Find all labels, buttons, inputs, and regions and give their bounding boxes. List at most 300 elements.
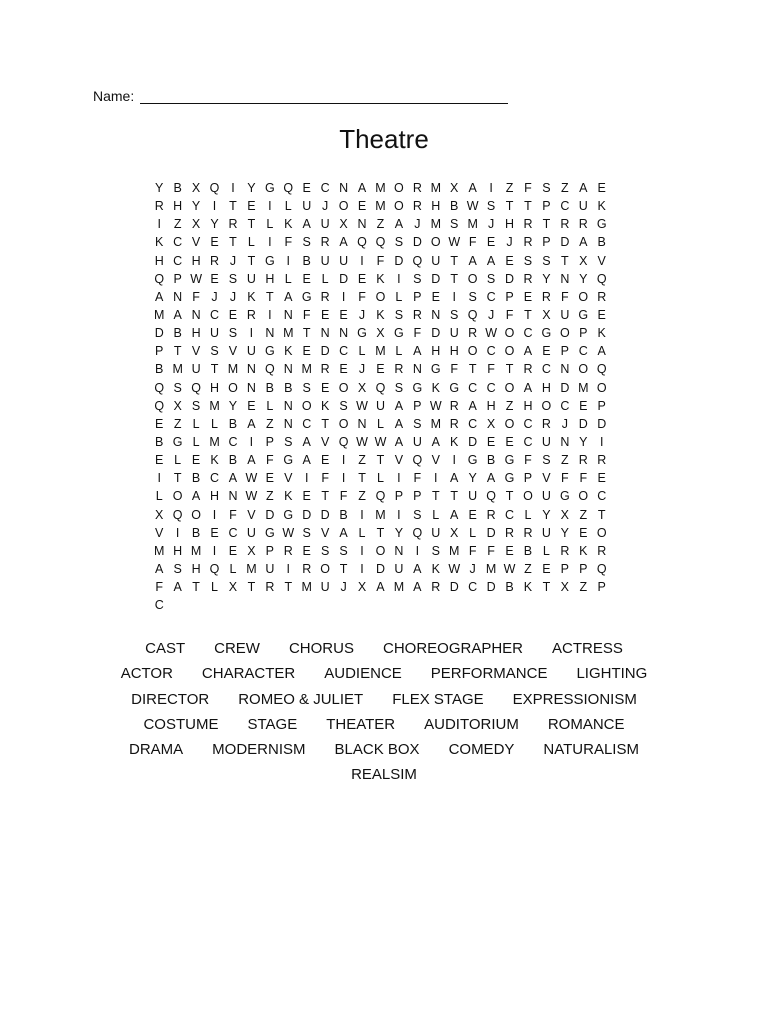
grid-cell: U	[431, 253, 441, 268]
grid-cell: M	[578, 380, 589, 395]
grid-cell: M	[375, 344, 386, 359]
grid-cell: A	[173, 580, 182, 595]
grid-cell: I	[341, 453, 346, 468]
grid-cell: N	[412, 362, 422, 377]
grid-cell: E	[228, 307, 238, 322]
grid-cell: I	[397, 271, 401, 286]
grid-cell: A	[247, 453, 256, 468]
grid-cell: F	[266, 453, 274, 468]
grid-cell: S	[173, 380, 182, 395]
grid-cell: B	[450, 199, 459, 214]
grid-cell: I	[286, 253, 291, 268]
grid-cell: Y	[210, 217, 219, 232]
grid-cell: Q	[375, 380, 386, 395]
grid-cell: M	[301, 362, 312, 377]
grid-cell: U	[375, 398, 385, 413]
grid-cell: O	[301, 398, 312, 413]
grid-cell: E	[542, 561, 551, 576]
grid-cell: F	[487, 543, 495, 558]
grid-cell: X	[155, 507, 164, 522]
grid-cell: R	[523, 362, 533, 377]
grid-cell: T	[302, 326, 311, 341]
grid-cell: P	[265, 434, 275, 449]
grid-cell: H	[210, 380, 220, 395]
grid-cell: F	[302, 307, 311, 322]
grid-cell: A	[394, 434, 404, 449]
grid-cell: Q	[412, 253, 423, 268]
grid-cell: G	[559, 489, 570, 504]
grid-cell: E	[579, 398, 588, 413]
grid-cell: I	[304, 471, 309, 486]
grid-cell: W	[190, 271, 202, 286]
grid-cell: L	[376, 416, 384, 431]
grid-cell: P	[560, 561, 570, 576]
word-row	[106, 661, 662, 686]
grid-cell: S	[394, 307, 404, 322]
grid-cell: C	[560, 199, 570, 214]
grid-cell: R	[246, 307, 256, 322]
grid-cell: C	[597, 489, 607, 504]
grid-cell: J	[229, 253, 237, 268]
grid-cell: U	[412, 434, 422, 449]
grid-cell: V	[431, 453, 440, 468]
grid-cell: S	[228, 271, 238, 286]
grid-cell: A	[247, 416, 256, 431]
grid-cell: S	[394, 235, 404, 250]
grid-cell: C	[210, 307, 220, 322]
grid-cell: X	[450, 525, 459, 540]
grid-cell: F	[339, 489, 348, 504]
grid-cell: M	[375, 507, 386, 522]
grid-cell: R	[320, 235, 330, 250]
grid-cell: F	[505, 307, 514, 322]
grid-cell: Z	[173, 217, 182, 232]
page-title: Theatre	[339, 124, 429, 154]
grid-cell: C	[154, 598, 164, 613]
grid-cell: I	[268, 199, 272, 214]
grid-cell: S	[302, 235, 311, 250]
grid-cell: G	[504, 471, 515, 486]
grid-cell: O	[467, 344, 478, 359]
grid-cell: E	[247, 398, 256, 413]
grid-cell: I	[175, 525, 180, 540]
grid-cell: V	[191, 235, 201, 250]
grid-cell: N	[228, 489, 238, 504]
grid-cell: L	[284, 271, 292, 286]
grid-cell: M	[430, 181, 441, 195]
grid-cell: D	[265, 507, 275, 522]
grid-cell: E	[228, 543, 238, 558]
grid-cell: Z	[524, 561, 532, 576]
grid-cell: M	[430, 416, 441, 431]
word-bank-item: CHARACTER	[201, 665, 296, 683]
grid-cell: H	[449, 344, 459, 359]
word-bank-item: BLACK BOX	[334, 741, 420, 759]
grid-cell: A	[431, 434, 440, 449]
grid-cell: D	[154, 326, 164, 341]
grid-cell: G	[264, 253, 275, 268]
grid-cell: P	[173, 271, 182, 286]
grid-cell: A	[357, 181, 367, 195]
letter-grid	[150, 179, 611, 614]
grid-cell: D	[560, 380, 570, 395]
grid-cell: K	[155, 235, 164, 250]
grid-cell: D	[339, 271, 349, 286]
grid-cell: J	[469, 561, 476, 576]
grid-cell: I	[397, 471, 401, 486]
grid-cell: E	[155, 453, 164, 468]
grid-cell: Z	[266, 416, 274, 431]
grid-cell: M	[301, 580, 312, 595]
grid-cell: M	[190, 543, 202, 558]
grid-cell: E	[468, 507, 477, 522]
grid-cell: Q	[154, 271, 165, 286]
grid-cell: E	[597, 471, 606, 486]
grid-cell: A	[450, 471, 459, 486]
grid-cell: Y	[579, 434, 588, 449]
grid-cell: E	[302, 344, 311, 359]
grid-cell: M	[154, 543, 165, 558]
grid-cell: R	[394, 362, 404, 377]
grid-cell: K	[210, 453, 219, 468]
grid-cell: Y	[560, 525, 570, 540]
grid-cell: Q	[357, 235, 367, 250]
grid-cell: S	[486, 199, 496, 214]
grid-cell: R	[560, 217, 570, 232]
word-bank-item: CAST	[145, 640, 186, 657]
grid-cell: V	[320, 525, 330, 540]
word-bank	[0, 636, 768, 788]
grid-cell: I	[212, 543, 217, 558]
grid-cell: A	[191, 489, 201, 504]
grid-cell: T	[266, 289, 274, 304]
grid-cell: N	[339, 326, 349, 341]
grid-cell: R	[431, 580, 441, 595]
grid-cell: U	[560, 307, 570, 322]
grid-cell: L	[376, 471, 384, 486]
grid-cell: S	[450, 307, 459, 322]
grid-cell: Z	[266, 489, 274, 504]
grid-cell: M	[154, 307, 165, 322]
grid-cell: L	[211, 580, 218, 595]
grid-cell: J	[358, 362, 366, 377]
grid-cell: A	[579, 181, 588, 195]
grid-cell: A	[413, 561, 422, 576]
grid-cell: J	[506, 235, 513, 250]
grid-cell: I	[489, 181, 493, 195]
grid-cell: U	[246, 525, 256, 540]
grid-cell: K	[597, 326, 606, 341]
grid-cell: W	[374, 434, 387, 449]
grid-cell: Z	[561, 453, 569, 468]
word-bank-item: AUDITORIUM	[424, 715, 519, 733]
word-bank-item: ACTOR	[120, 665, 173, 683]
grid-cell: I	[212, 507, 217, 522]
grid-cell: T	[450, 489, 459, 504]
grid-cell: O	[375, 289, 386, 304]
grid-cell: U	[320, 253, 330, 268]
grid-cell: M	[430, 217, 441, 232]
grid-cell: M	[449, 543, 460, 558]
grid-cell: E	[210, 271, 219, 286]
grid-cell: Y	[468, 471, 477, 486]
grid-cell: W	[448, 235, 461, 250]
grid-cell: E	[505, 253, 514, 268]
grid-cell: W	[429, 398, 442, 413]
grid-cell: T	[210, 362, 219, 377]
grid-cell: E	[357, 199, 367, 214]
grid-cell: S	[173, 561, 182, 576]
grid-cell: D	[597, 416, 607, 431]
word-bank-item: ROMEO & JULIET	[238, 690, 364, 708]
word-row	[131, 636, 638, 661]
grid-cell: I	[341, 471, 346, 486]
grid-cell: B	[228, 416, 238, 431]
grid-cell: N	[173, 289, 183, 304]
grid-cell: S	[523, 253, 533, 268]
grid-cell: G	[578, 307, 589, 322]
grid-cell: J	[322, 199, 329, 214]
grid-cell: I	[599, 434, 604, 449]
grid-cell: N	[283, 362, 293, 377]
grid-cell: S	[468, 289, 477, 304]
grid-cell: H	[431, 199, 441, 214]
grid-cell: A	[339, 235, 348, 250]
grid-cell: H	[505, 217, 515, 232]
grid-cell: H	[541, 380, 551, 395]
grid-cell: E	[320, 453, 330, 468]
grid-cell: F	[321, 471, 329, 486]
grid-cell: R	[412, 181, 422, 195]
grid-cell: D	[320, 507, 330, 522]
grid-cell: D	[375, 561, 385, 576]
grid-cell: Z	[579, 507, 588, 522]
grid-cell: S	[542, 181, 551, 195]
grid-cell: T	[247, 217, 256, 232]
grid-cell: B	[302, 253, 311, 268]
grid-cell: B	[597, 235, 606, 250]
grid-cell: T	[229, 235, 237, 250]
grid-cell: R	[320, 289, 330, 304]
grid-cell: A	[173, 307, 182, 322]
grid-cell: P	[542, 199, 551, 214]
grid-cell: Z	[561, 181, 569, 195]
grid-cell: C	[523, 326, 533, 341]
grid-cell: G	[467, 453, 478, 468]
grid-cell: B	[523, 543, 533, 558]
grid-cell: Z	[505, 398, 514, 413]
grid-cell: T	[376, 525, 385, 540]
grid-cell: G	[449, 380, 460, 395]
grid-cell: E	[431, 289, 440, 304]
grid-cell: O	[338, 199, 349, 214]
grid-cell: P	[579, 326, 588, 341]
grid-cell: O	[596, 380, 607, 395]
grid-cell: R	[505, 525, 515, 540]
grid-cell: U	[339, 253, 349, 268]
grid-cell: K	[597, 199, 606, 214]
grid-cell: W	[485, 326, 497, 341]
grid-cell: R	[523, 271, 533, 286]
word-bank-item: DIRECTOR	[131, 690, 210, 708]
grid-cell: C	[302, 416, 312, 431]
grid-cell: O	[375, 543, 386, 558]
grid-cell: P	[413, 489, 422, 504]
grid-cell: R	[523, 525, 533, 540]
grid-cell: O	[504, 326, 515, 341]
word-row	[115, 737, 654, 762]
grid-cell: O	[191, 507, 201, 522]
grid-cell: T	[358, 471, 366, 486]
grid-cell: G	[264, 181, 275, 195]
grid-cell: T	[339, 561, 348, 576]
grid-cell: L	[247, 235, 255, 250]
grid-cell: Y	[394, 525, 404, 540]
grid-cell: D	[486, 525, 496, 540]
grid-cell: N	[246, 380, 256, 395]
grid-cell: B	[505, 580, 514, 595]
grid-cell: N	[357, 416, 367, 431]
grid-cell: K	[284, 344, 293, 359]
grid-cell: E	[486, 235, 496, 250]
grid-cell: B	[173, 181, 182, 195]
grid-cell: T	[524, 199, 532, 214]
grid-cell: Q	[209, 181, 220, 195]
grid-cell: A	[523, 380, 533, 395]
grid-cell: U	[541, 434, 551, 449]
grid-cell: A	[394, 416, 404, 431]
grid-cell: W	[245, 489, 258, 504]
grid-cell: D	[449, 580, 459, 595]
grid-cell: R	[228, 217, 238, 232]
grid-cell: M	[467, 217, 478, 232]
grid-cell: P	[413, 398, 422, 413]
grid-cell: E	[505, 543, 514, 558]
grid-cell: A	[413, 344, 422, 359]
grid-cell: Q	[338, 434, 349, 449]
grid-cell: R	[283, 543, 293, 558]
grid-cell: X	[191, 217, 201, 232]
grid-cell: P	[597, 398, 606, 413]
grid-cell: G	[264, 525, 275, 540]
grid-cell: S	[431, 543, 440, 558]
grid-cell: R	[523, 217, 533, 232]
grid-cell: I	[231, 181, 235, 195]
grid-cell: J	[358, 307, 366, 322]
grid-cell: N	[283, 398, 293, 413]
grid-cell: M	[172, 362, 183, 377]
grid-cell: U	[541, 489, 551, 504]
word-bank-item: CHOREOGRAPHER	[382, 640, 524, 657]
grid-cell: C	[320, 181, 330, 195]
grid-cell: W	[245, 471, 258, 486]
grid-cell: D	[320, 344, 330, 359]
grid-cell: B	[339, 507, 348, 522]
grid-cell: K	[523, 580, 533, 595]
grid-cell: M	[209, 434, 220, 449]
grid-cell: Q	[375, 489, 386, 504]
grid-cell: F	[468, 235, 477, 250]
grid-cell: I	[212, 199, 217, 214]
grid-cell: X	[560, 507, 570, 522]
grid-cell: R	[523, 235, 533, 250]
word-bank-item: MODERNISM	[212, 741, 306, 759]
grid-cell: F	[487, 362, 495, 377]
grid-cell: V	[191, 344, 201, 359]
grid-cell: U	[265, 561, 275, 576]
grid-cell: T	[542, 217, 551, 232]
grid-cell: C	[468, 416, 478, 431]
grid-cell: Y	[191, 199, 201, 214]
grid-cell: G	[301, 289, 312, 304]
grid-cell: S	[339, 398, 348, 413]
grid-cell: J	[229, 289, 237, 304]
grid-cell: G	[430, 362, 441, 377]
grid-cell: L	[358, 525, 366, 540]
word-bank-item: COMEDY	[448, 741, 515, 759]
grid-cell: R	[302, 561, 312, 576]
grid-cell: C	[228, 434, 238, 449]
grid-cell: C	[578, 344, 588, 359]
grid-cell: I	[341, 289, 346, 304]
grid-cell: L	[321, 271, 329, 286]
grid-cell: Y	[247, 181, 256, 195]
grid-cell: M	[283, 326, 294, 341]
grid-cell: L	[358, 344, 366, 359]
word-row	[337, 762, 432, 787]
grid-cell: O	[394, 199, 404, 214]
grid-cell: M	[375, 199, 386, 214]
grid-cell: G	[394, 326, 404, 341]
grid-cell: S	[413, 271, 422, 286]
grid-cell: I	[360, 543, 364, 558]
grid-cell: A	[486, 471, 496, 486]
grid-cell: G	[596, 217, 607, 232]
grid-cell: B	[228, 453, 238, 468]
grid-cell: S	[542, 453, 551, 468]
grid-cell: K	[579, 543, 588, 558]
grid-cell: S	[284, 434, 293, 449]
grid-cell: K	[284, 217, 293, 232]
grid-cell: Q	[283, 181, 294, 195]
grid-cell: T	[247, 580, 256, 595]
grid-cell: V	[284, 471, 293, 486]
word-bank-item: STAGE	[247, 715, 298, 733]
name-label: Name:	[93, 88, 135, 104]
grid-cell: E	[302, 543, 311, 558]
grid-cell: T	[561, 253, 569, 268]
grid-cell: P	[155, 344, 164, 359]
grid-cell: H	[154, 253, 164, 268]
grid-cell: R	[449, 398, 459, 413]
grid-cell: R	[154, 199, 164, 214]
grid-cell: T	[542, 580, 551, 595]
grid-cell: A	[394, 217, 404, 232]
grid-cell: G	[264, 344, 275, 359]
grid-cell: D	[431, 326, 441, 341]
grid-cell: U	[302, 199, 312, 214]
grid-cell: I	[360, 561, 364, 576]
grid-cell: I	[157, 471, 161, 486]
grid-cell: A	[155, 289, 164, 304]
grid-cell: T	[192, 580, 200, 595]
grid-cell: N	[339, 181, 349, 195]
grid-cell: L	[284, 199, 292, 214]
grid-cell: F	[376, 253, 385, 268]
grid-cell: L	[192, 416, 200, 431]
grid-cell: P	[265, 543, 275, 558]
grid-cell: Q	[412, 453, 423, 468]
